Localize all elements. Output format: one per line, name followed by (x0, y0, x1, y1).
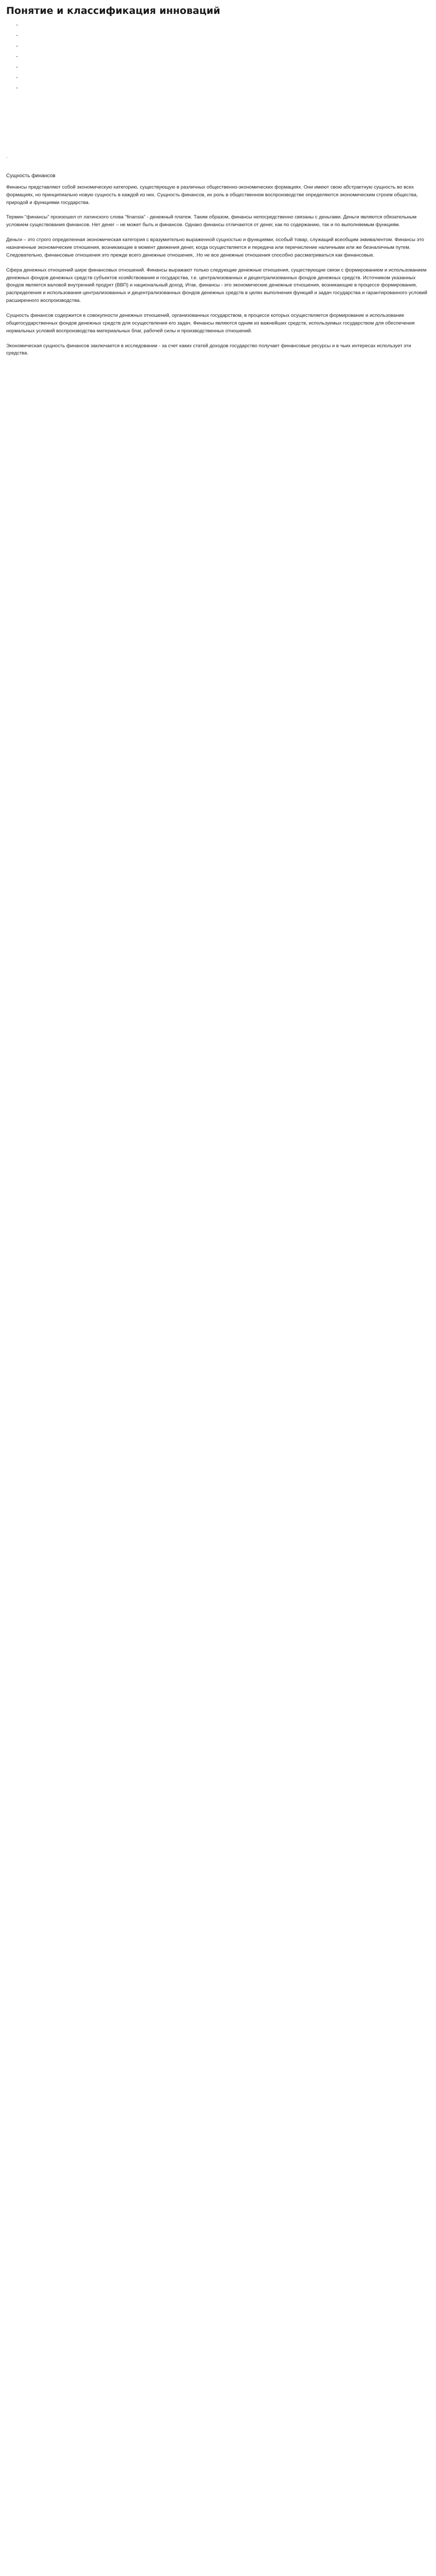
list-item (6, 86, 430, 91)
paragraph: Экономическая сущность финансов заключается в исследовании - за счет каких статей доходов государство получает финансовые ресурсы и в чьих интересах использует эти средства. (6, 343, 411, 357)
paragraph: Сфера денежных отношений шире финансовых отношений. Финансы выражают только следующие денежные отношения, существующие связи с формированием и использованием денежных фондов денежных средств субъектов хозяйствования и государства, т.е. централизованных и децентрализованных фондов денежных средств. Источником указанных фондов является валовой внутренний продукт (ВВП) и национальный доход. Итак, финансы - это экономические денежные отношения, возникающие в процессе формирования, распределения и использования централизованных и децентрализованных фондов денежных средств в целях выполнения функций и задач государства и гарантированного условий расширенного воспроизводства. (6, 267, 428, 304)
separator-mark: . (6, 153, 8, 159)
finance-article-body (6, 184, 430, 358)
paragraph: Деньги – это строго определенная экономическая категория с вразумительно выраженной сущностью и функциями, особый товар, служащий всеобщим эквивалентом. Финансы это назначенные экономические отношения, возникающие в момент движения денег, когда осуществляется и передача или перечисление наличными или же безналичным путем. Следовательно, финансовые отношения это прежде всего денежные отношения, .Но не все денежные отношения способно рассматриваться как финансовые. (6, 237, 424, 258)
innovation-article-body (6, 23, 430, 91)
section-title: Сущность финансов (6, 173, 56, 179)
paragraph: Финансы представляют собой экономическую категорию, существующую в различных общественно-экономических формациях. Они имеют свою абстрактную сущность во всех формациях, но принципиально новую сущность в каждой из них. Сущность финансов, их роль в общественном воспроизводстве определяются экономическим строем общества, природой и функциями государства. (6, 184, 418, 206)
list-item (6, 55, 430, 59)
list-item (6, 23, 430, 28)
list-item (6, 76, 430, 80)
page-title: Понятие и классификация инноваций (6, 5, 220, 16)
section-spacer (6, 97, 430, 154)
paragraph: Сущность финансов содержится в совокупности денежных отношений, организованных государством, в процессе которых осуществляется формирование и использование общегосударственных фондов денежных средств для осуществления его задач. Финансы являются одним из важнейших средств, используемых государством для обеспечения нормальных условий воспроизводства материальных благ, рабочей силы и производственных отношений. (6, 313, 415, 334)
paragraph: Термин "финансы" произошел от латинского слова "finansia" - денежный платеж. Таким образом, финансы непосредственно связаны с деньгами. Деньги являются обязательным условием существования финансов. Нет денег – не может быть и финансов. Однако финансы отличаются от денег, как по содержанию, так и по выполняемым функциям. (6, 214, 417, 228)
list-item (6, 44, 430, 49)
list-item (6, 65, 430, 70)
list-item (6, 33, 430, 38)
